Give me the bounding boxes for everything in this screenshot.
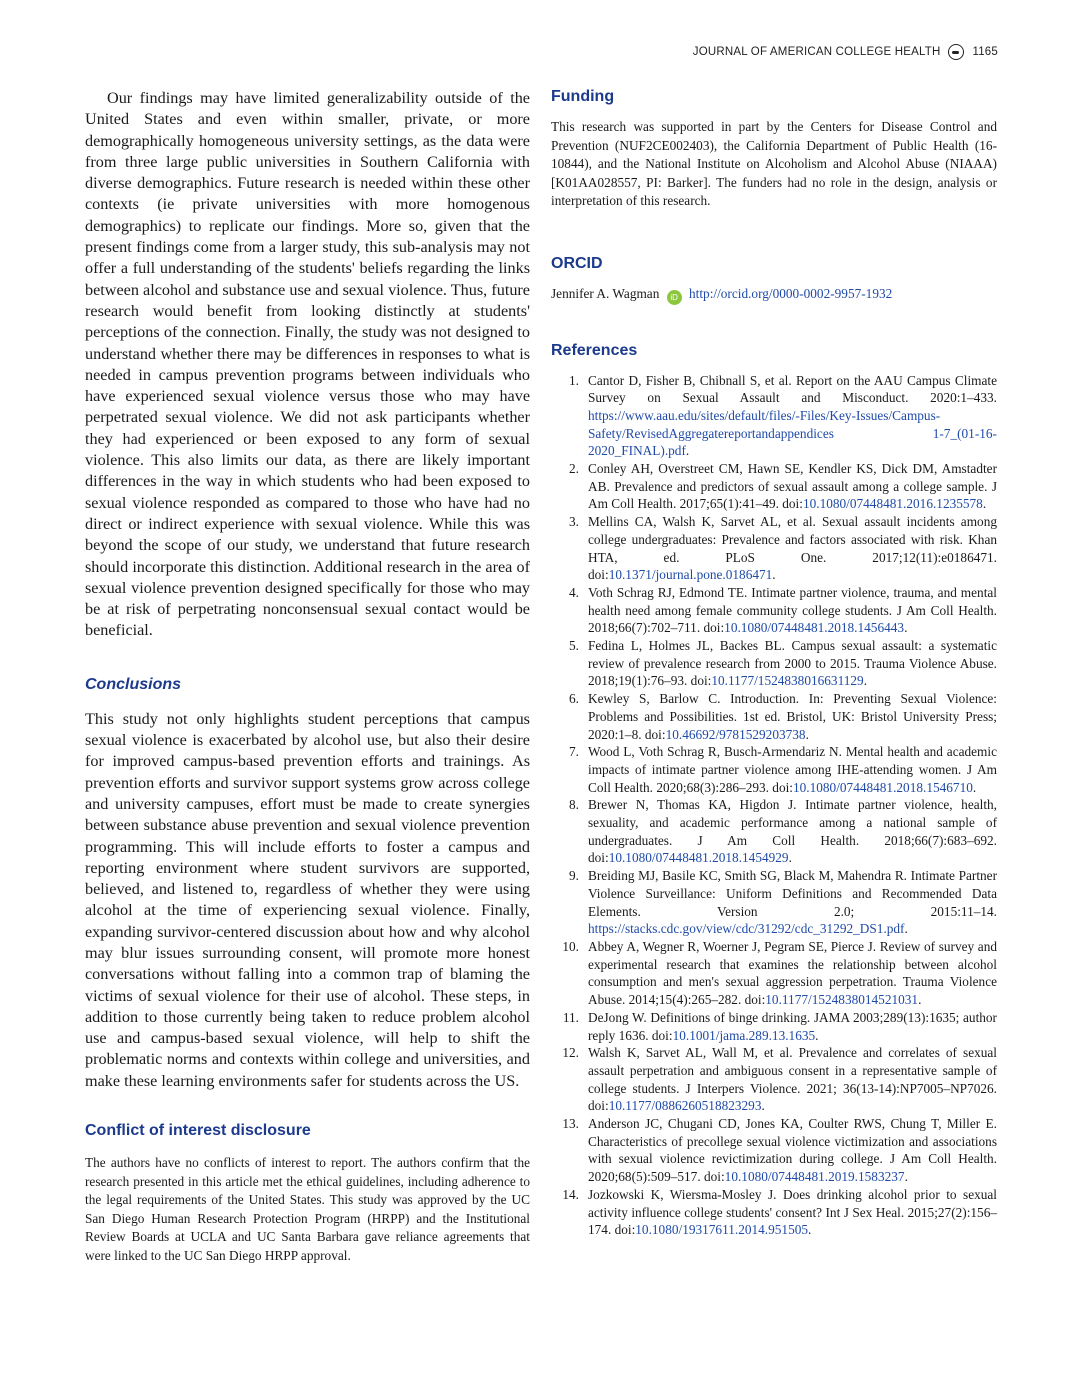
reference-item (551, 867, 997, 938)
page-number: 1165 (972, 46, 998, 58)
reference-number: 8. (569, 797, 579, 813)
reference-tail: . (772, 567, 776, 583)
reference-tail: . (815, 1027, 819, 1043)
reference-number: 7. (569, 744, 579, 760)
reference-item (551, 1009, 997, 1044)
reference-number: 2. (569, 461, 579, 477)
reference-tail: . (808, 1222, 812, 1238)
orcid-line (551, 285, 997, 305)
reference-number: 6. (569, 691, 579, 707)
reference-text: Fedina L, Holmes JL, Backes BL. Campus sexual assault: a systematic review of prevalence research from 2000 to 2015. Trauma Violence Abuse. 2018;19(1):76–93. doi: (588, 638, 997, 689)
reference-tail: . (904, 921, 908, 937)
reference-number: 10. (562, 939, 579, 954)
funding-paragraph: This research was supported in part by the Centers for Disease Control and Prevention (NUF2CE002403), the California Department of Public Health (16-10844), and the National Institute on Alcoholism and Alcohol Abuse (NIAAA) [K01AA028557, PI: Barker]. The funders had no role in the design, analysis or interpretation of this research. (551, 119, 997, 208)
journal-title: JOURNAL OF AMERICAN COLLEGE HEALTH (692, 46, 941, 58)
reference-tail: . (918, 992, 922, 1008)
orcid-heading: ORCID (551, 254, 603, 272)
reference-link[interactable]: 10.46692/9781529203738 (665, 726, 806, 742)
limitations-paragraph: Our findings may have limited generalizability outside of the United States and even within smaller, private, or more demographically homogeneous university settings, as the data were from three large public universities in Southern California with diverse demographics. Future research is needed within these other contexts (ie private universities with more homogenous demographics) to replicate our findings. More so, given that the present findings come from a larger study, this sub-analysis may not offer a full understanding of the students' beliefs regarding the links between alcohol and substance use and sexual violence. Thus, future research would benefit from looking distinctly at students' perceptions of the connection. Finally, the study was not designed to understand whether there may be differences in responses to what is needed in campus prevention programs between individuals who have experienced sexual violence versus those who may have perpetrated sexual violence. We did not ask participants whether they had experienced or been exposed to any form of sexual violence. This also limits our data, as there are likely important differences in the way in which students who had been exposed to sexual violence responded as compared to those who have had no direct or indirect experience with sexual violence. While this was beyond the scope of our study, we understand that future research should incorporate this distinction. Additional research in the area of sexual violence prevention designed specifically for those who may be at risk of perpetrating nonconsensual sexual contact would be beneficial. (85, 89, 530, 640)
reference-link[interactable]: 10.1080/07448481.2016.1235578 (802, 496, 983, 512)
reference-tail: . (805, 726, 809, 742)
reference-link[interactable]: 10.1177/1524838016631129 (711, 673, 864, 689)
reference-tail: . (761, 1098, 765, 1114)
references-heading: References (551, 341, 638, 359)
reference-list (551, 372, 997, 1239)
reference-tail: . (863, 673, 868, 689)
conclusions-heading: Conclusions (85, 675, 182, 693)
reference-link[interactable]: 10.1371/journal.pone.0186471 (608, 567, 773, 583)
reference-text: Conley AH, Overstreet CM, Hawn SE, Kendler KS, Dick DM, Amstadter AB. Prevalence and predictors of sexual assault among a college sample. J Am Coll Health. 2017;65(1):41–49. doi: (588, 461, 997, 512)
coi-paragraph: The authors have no conflicts of interest to report. The authors confirm that the research presented in this article met the ethical guidelines, including adherence to the legal requirements of the United States. This study was approved by the UC San Diego Human Research Protection Program (HRPP) and the Institutional Review Boards at UCLA and UC Santa Barbara gave reliance agreements that were linked to the UC San Diego HRPP approval. (85, 1155, 530, 1263)
reference-number: 12. (562, 1045, 579, 1061)
funding-heading: Funding (551, 88, 615, 105)
reference-link[interactable]: 10.1080/07448481.2018.1456443 (724, 620, 905, 636)
reference-item (551, 1115, 997, 1186)
reference-text: Abbey A, Wegner R, Woerner J, Pegram SE, Pierce J. Review of survey and experimental research that examines the relationship between alcohol consumption and men's sexual aggression perpetration. Trauma Violence Abuse. 2014;15(4):265–282. doi: (588, 939, 997, 1008)
reference-link[interactable]: 10.1177/1524838014521031 (765, 992, 919, 1008)
reference-text: Breiding MJ, Basile KC, Smith SG, Black M, Mahendra R. Intimate Partner Violence Surveillance: Uniform Definitions and Recommended Data Elements. Version 2.0; 2015:11–14. (588, 868, 997, 919)
reference-item (551, 372, 997, 461)
reference-text: Jozkowski K, Wiersma-Mosley J. Does drinking alcohol prior to sexual activity influence college students' consent? Int J Sex Heal. 2015;27(2):156–174. doi: (588, 1186, 997, 1238)
reference-link[interactable]: https://stacks.cdc.gov/view/cdc/31292/cdc_31292_DS1.pdf (588, 921, 905, 937)
right-column (551, 88, 997, 1239)
reference-tail: . (972, 779, 977, 795)
reference-number: 4. (569, 584, 579, 600)
reference-link[interactable]: 10.1177/0886260518823293 (608, 1098, 762, 1114)
reference-tail: . (982, 496, 987, 512)
reference-tail: . (788, 850, 792, 866)
reference-link[interactable]: 10.1080/07448481.2019.1583237 (724, 1169, 905, 1185)
reference-text: Voth Schrag RJ, Edmond TE. Intimate partner violence, trauma, and mental health need among female community college students. J Am Coll Health. 2018;66(7):702–711. doi: (588, 584, 997, 636)
reference-item (551, 796, 997, 867)
orcid-author-name: Jennifer A. Wagman (551, 285, 660, 301)
coi-heading: Conflict of interest disclosure (85, 1122, 311, 1140)
reference-text: Anderson JC, Chugani CD, Jones KA, Coulter RWS, Chung T, Miller E. Characteristics of precollege sexual violence victimization and associations with sexual violence revictimization during college. J Am Coll Health. 2020;68(5):509–517. doi: (588, 1116, 997, 1185)
reference-number: 14. (562, 1186, 579, 1202)
running-header (693, 44, 998, 60)
reference-item (551, 938, 997, 1009)
reference-item (551, 1186, 997, 1239)
reference-text: Cantor D, Fisher B, Chibnall S, et al. Report on the AAU Campus Climate Survey on Sexual Assault and Misconduct. 2020:1–433. (588, 372, 997, 406)
reference-text: Kewley S, Barlow C. Introduction. In: Preventing Sexual Violence: Problems and Possibilities. 1st ed. Bristol, UK: Bristol University Press; 2020:1–8. doi: (588, 691, 997, 742)
reference-link[interactable]: 10.1080/07448481.2018.1546710 (792, 779, 973, 795)
reference-link[interactable]: 10.1080/07448481.2018.1454929 (608, 850, 789, 866)
reference-text: Wood L, Voth Schrag R, Busch-Armendariz N. Mental health and academic impacts of intimate partner violence among IHE-attending women. J Am Coll Health. 2020;68(3):286–293. doi: (588, 744, 997, 795)
reference-text: Brewer N, Thomas KA, Higdon J. Intimate partner violence, health, sexuality, and academic performance among a national sample of undergraduates. J Am Coll Health. 2018;66(7):683–692. doi: (588, 797, 997, 866)
reference-text: Walsh K, Sarvet AL, Wall M, et al. Prevalence and correlates of sexual assault perpetration and ambiguous consent in a representative sample of college students. J Interpers Violence. 2021; 36(13-14):NP7005–NP7026. doi: (588, 1045, 997, 1114)
reference-link[interactable]: https://www.aau.edu/sites/default/files/-Files/Key-Issues/Campus-Safety/RevisedAggregatereportandappendices 1-7_(01-16-2020_FINAL).pdf (588, 407, 997, 459)
reference-number: 3. (569, 514, 579, 530)
reference-tail: . (904, 620, 908, 636)
reference-tail: . (685, 443, 690, 459)
reference-number: 1. (569, 372, 579, 388)
orcid-link[interactable]: http://orcid.org/0000-0002-9957-1932 (689, 285, 893, 301)
reference-item (551, 743, 997, 796)
reference-number: 13. (562, 1116, 579, 1132)
reference-item (551, 637, 997, 690)
reference-number: 11. (562, 1009, 579, 1025)
reference-item (551, 690, 997, 743)
reference-number: 9. (569, 868, 579, 884)
reference-item (551, 1044, 997, 1115)
reference-link[interactable]: 10.1001/jama.289.13.1635 (672, 1027, 816, 1043)
reference-text: DeJong W. Definitions of binge drinking. JAMA 2003;289(13):1635; author reply 1636. doi: (588, 1009, 997, 1043)
reference-text: Mellins CA, Walsh K, Sarvet AL, et al. Sexual assault incidents among college undergraduates: Prevalence and factors associated with risk. Khan HTA, ed. PLoS One. 2017;12(11):e0186471. doi: (588, 514, 997, 583)
journal-logo-icon (948, 44, 964, 60)
reference-item (551, 584, 997, 637)
conclusions-paragraph: This study not only highlights student perceptions that campus sexual violence is exacerbated by alcohol use, but also their desire for improved campus-based prevention efforts and trainings. As prevention efforts and survivor support systems grow across college and university campuses, effort must be made to create synergies between substance abuse prevention and sexual violence prevention programming. This will include efforts to foster a campus and reporting environment where student survivors are supported, believed, and listened to, regardless of whether they were using alcohol at the time of experiencing sexual violence. Finally, expanding survivor-centered discussion about how and why alcohol may blur issues surrounding consent, will promote more honest conversations without falling into a common trap of blaming the victims of sexual violence for their use of alcohol. These steps, in addition to those currently being taken to reduce problem alcohol use and campus-based sexual violence, will help to shift the problematic norms and contexts within college and universities, and make these learning environments safer for students across the US. (85, 709, 530, 1090)
reference-tail: . (904, 1169, 908, 1185)
left-column (85, 88, 530, 1265)
reference-item (551, 513, 997, 584)
reference-number: 5. (569, 638, 579, 654)
reference-link[interactable]: 10.1080/19317611.2014.951505 (635, 1222, 809, 1238)
reference-item (551, 460, 997, 513)
orcid-icon: iD (667, 290, 682, 305)
